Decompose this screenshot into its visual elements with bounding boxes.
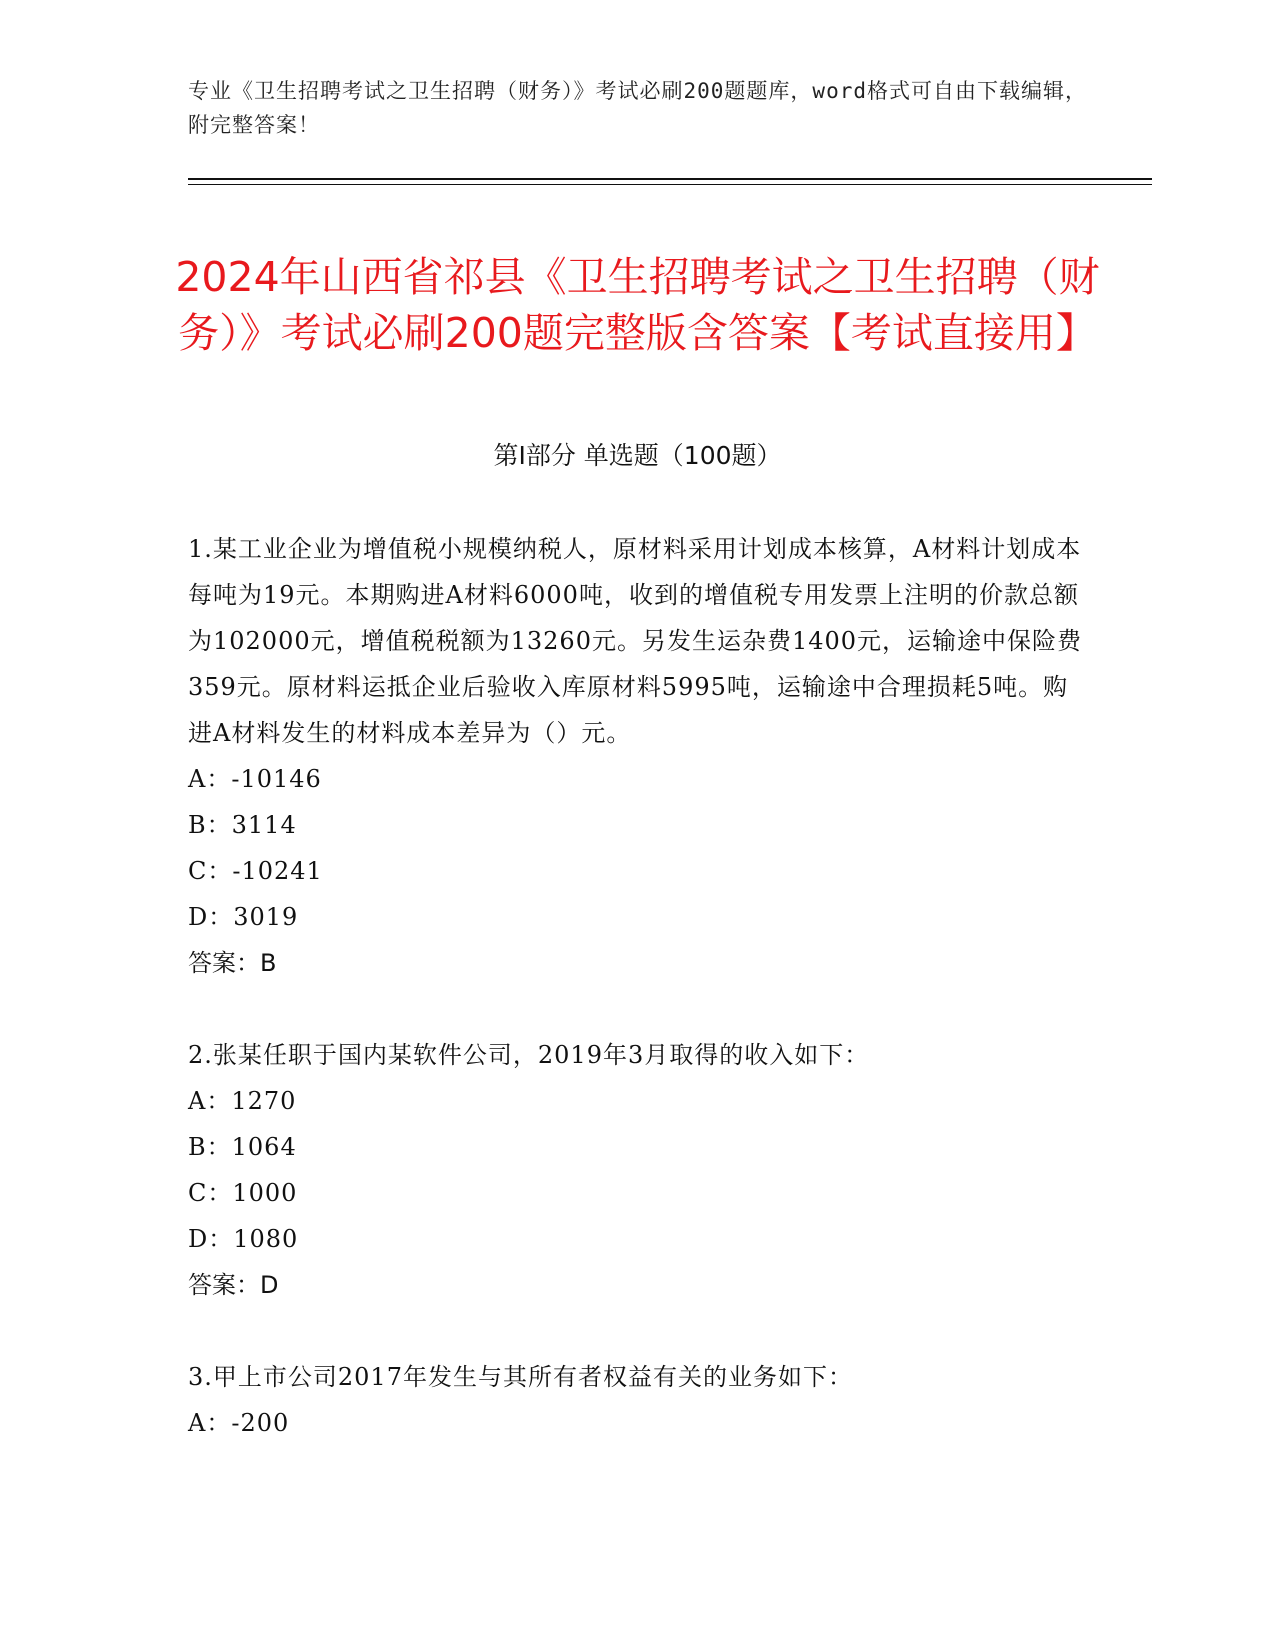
option-b: B：3114 — [188, 811, 297, 839]
question-stem: 3.甲上市公司2017年发生与其所有者权益有关的业务如下： — [188, 1363, 853, 1391]
option-c: C：1000 — [188, 1179, 298, 1207]
document-title: 2024年山西省祁县《卫生招聘考试之卫生招聘（财务）》考试必刷200题完整版含答案【考试直接用】 — [175, 253, 1100, 358]
header-note: 专业《卫生招聘考试之卫生招聘（财务）》考试必刷200题题库，word格式可自由下载编辑，附完整答案！ — [188, 79, 1087, 137]
answer-line: 答案：B — [188, 949, 277, 977]
question-item — [188, 1354, 1088, 1446]
header-rule-thin — [188, 184, 1152, 185]
question-list — [188, 526, 1088, 1492]
section-title: 第I部分 单选题（100题） — [493, 441, 782, 470]
question-stem: 2.张某任职于国内某软件公司，2019年3月取得的收入如下： — [188, 1041, 870, 1069]
option-a: A：1270 — [188, 1087, 297, 1115]
option-d: D：1080 — [188, 1225, 299, 1253]
option-c: C：-10241 — [188, 857, 323, 885]
option-a: A：-10146 — [188, 765, 322, 793]
option-d: D：3019 — [188, 903, 299, 931]
answer-line: 答案：D — [188, 1271, 279, 1299]
option-b: B：1064 — [188, 1133, 297, 1161]
option-a: A：-200 — [188, 1409, 290, 1437]
question-item — [188, 1032, 1088, 1308]
question-stem: 1.某工业企业为增值税小规模纳税人，原材料采用计划成本核算，A材料计划成本每吨为19元。本期购进A材料6000吨，收到的增值税专用发票上注明的价款总额为102000元，增值税税额为13260元。另发生运杂费1400元，运输途中保险费359元。原材料运抵企业后验收入库原材料5995吨，运输途中合理损耗5吨。购进A材料发生的材料成本差异为（）元。 — [188, 535, 1083, 747]
question-item — [188, 526, 1088, 986]
header-rule-thick — [188, 178, 1152, 180]
